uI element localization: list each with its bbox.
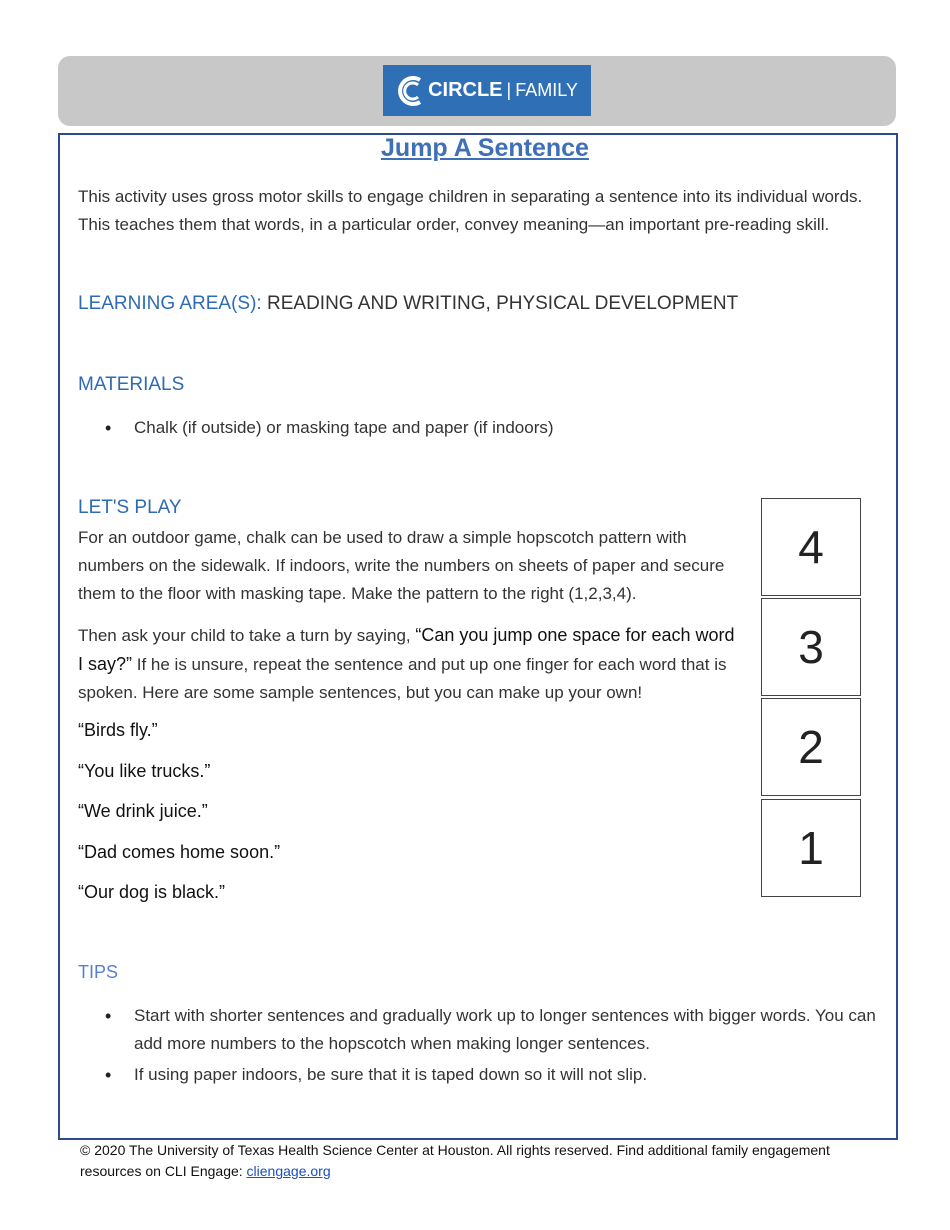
circle-c-icon <box>396 74 426 108</box>
sample-sentence: “You like trucks.” <box>78 761 211 781</box>
logo-sub: FAMILY <box>515 80 578 100</box>
hopscotch-square-1: 1 <box>761 799 861 897</box>
tips-heading: TIPS <box>78 962 119 982</box>
logo-separator: | <box>506 80 512 100</box>
footer-text: © 2020 The University of Texas Health Science Center at Houston. All rights reserved. Find additional family engagement resources on CLI Engage: <box>80 1142 830 1179</box>
sample-sentence: “We drink juice.” <box>78 801 208 821</box>
learning-area-value: READING AND WRITING, PHYSICAL DEVELOPMENT <box>261 293 739 314</box>
para2-start: Then ask your child to take a turn by saying, <box>78 626 416 645</box>
circle-family-logo <box>383 65 591 116</box>
tips-list <box>78 1002 883 1089</box>
cliengage-link[interactable]: cliengage.org <box>246 1163 331 1179</box>
sample-sentence: “Our dog is black.” <box>78 882 226 902</box>
hopscotch-square-3: 3 <box>761 598 861 696</box>
para2-quote: “Can you jump one space for each word I say?” <box>78 625 735 674</box>
page-title: Jump A Sentence <box>381 134 589 162</box>
sample-sentence: “Dad comes home soon.” <box>78 842 281 862</box>
lets-play-paragraph-1: For an outdoor game, chalk can be used to draw a simple hopscotch pattern with numbers on the sidewalk. If indoors, write the numbers on sheets of paper and secure them to the floor with masking tape. Make the pattern to the right (1,2,3,4). <box>78 528 725 603</box>
para2-end: If he is unsure, repeat the sentence and put up one finger for each word that is spoken. Here are some sample sentences, but you can make up your own! <box>78 655 727 702</box>
learning-area-label: LEARNING AREA(S): <box>78 293 262 314</box>
lets-play-heading: LET'S PLAY <box>78 497 182 518</box>
list-item: • If using paper indoors, be sure that it is taped down so it will not slip. <box>78 1061 883 1089</box>
hopscotch-square-2: 2 <box>761 698 861 796</box>
footer-copyright <box>80 1140 880 1182</box>
sample-sentence: “Birds fly.” <box>78 720 158 740</box>
hopscotch-square-4: 4 <box>761 498 861 596</box>
lets-play-paragraph-2 <box>78 621 738 707</box>
intro-paragraph: This activity uses gross motor skills to engage children in separating a sentence into its individual words. This teaches them that words, in a particular order, convey meaning—an important pre-reading skill. <box>78 187 863 234</box>
logo-brand: CIRCLE <box>428 79 503 101</box>
list-item: • Start with shorter sentences and gradually work up to longer sentences with bigger words. You can add more numbers to the hopscotch when making longer sentences. <box>78 1002 883 1058</box>
materials-heading: MATERIALS <box>78 374 185 395</box>
list-item: • Chalk (if outside) or masking tape and paper (if indoors) <box>78 414 883 442</box>
materials-list <box>78 414 883 442</box>
learning-area <box>78 293 738 315</box>
